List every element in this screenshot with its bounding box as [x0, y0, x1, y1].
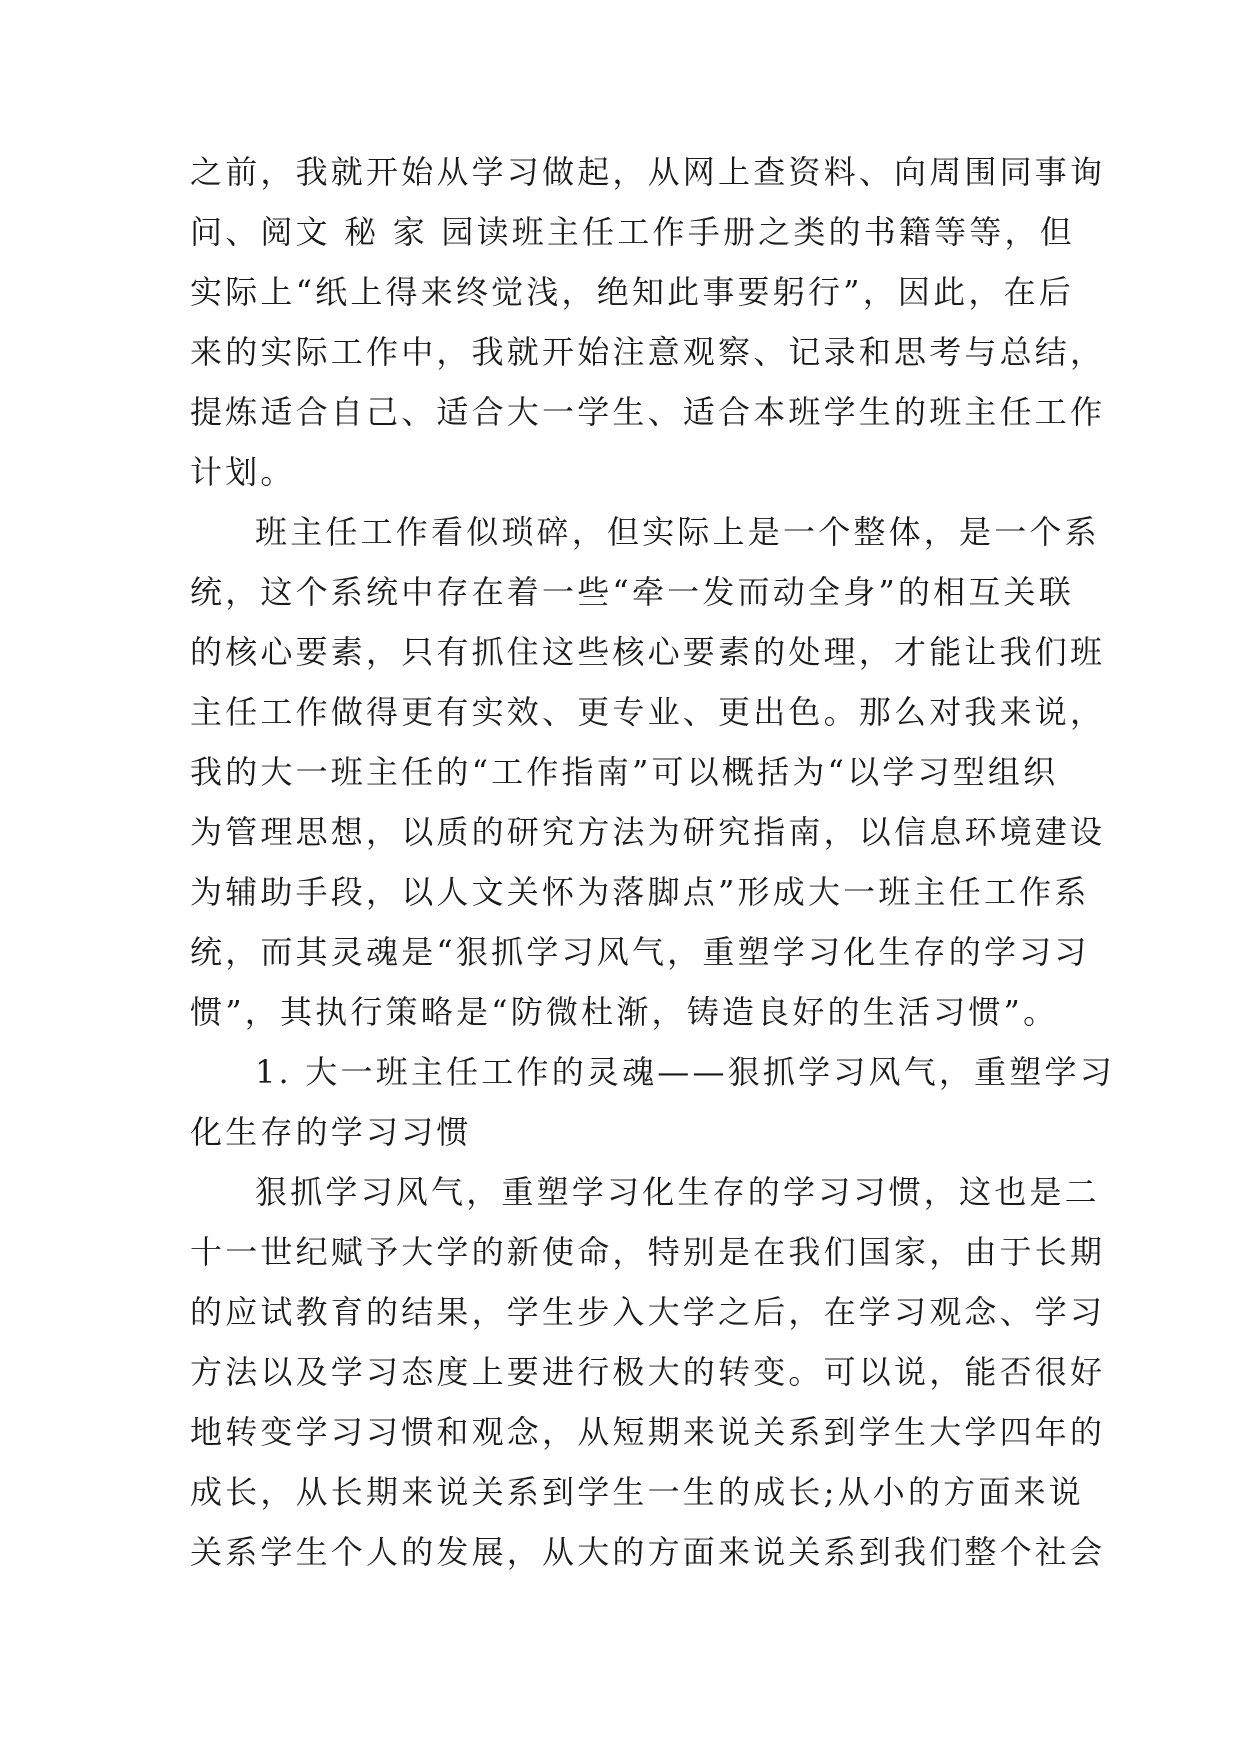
- text-line: 地转变学习习惯和观念，从短期来说关系到学生大学四年的: [190, 1413, 1106, 1451]
- text-line: 的应试教育的结果，学生步入大学之后，在学习观念、学习: [190, 1293, 1106, 1331]
- text-line: 统，这个系统中存在着一些“牵一发而动全身”的相互关联: [190, 573, 1074, 611]
- text-line: 关系学生个人的发展，从大的方面来说关系到我们整个社会: [190, 1533, 1106, 1571]
- text-line: 为管理思想，以质的研究方法为研究指南，以信息环境建设: [190, 813, 1106, 851]
- text-line: 来的实际工作中，我就开始注意观察、记录和思考与总结，: [190, 333, 1106, 371]
- text-line: 方法以及学习态度上要进行极大的转变。可以说，能否很好: [190, 1353, 1106, 1391]
- text-line: 实际上“纸上得来终觉浅，绝知此事要躬行”，因此，在后: [190, 273, 1074, 311]
- paragraph-first-line: 狠抓学习风气，重塑学习化生存的学习习惯，这也是二: [255, 1173, 1100, 1211]
- text-line: 之前，我就开始从学习做起，从网上查资料、向周围同事询: [190, 153, 1106, 191]
- text-line: 问、阅文 秘 家 园读班主任工作手册之类的书籍等等，但: [190, 213, 1075, 251]
- paragraph-first-line: 班主任工作看似琐碎，但实际上是一个整体，是一个系: [255, 513, 1100, 551]
- text-line: 主任工作做得更有实效、更专业、更出色。那么对我来说，: [190, 693, 1106, 731]
- text-line: 的核心要素，只有抓住这些核心要素的处理，才能让我们班: [190, 633, 1106, 671]
- text-line: 十一世纪赋予大学的新使命，特别是在我们国家，由于长期: [190, 1233, 1106, 1271]
- section-heading-line: 化生存的学习习惯: [190, 1113, 472, 1151]
- text-line: 统，而其灵魂是“狠抓学习风气，重塑学习化生存的学习习: [190, 933, 1090, 971]
- text-line: 成长，从长期来说关系到学生一生的成长;从小的方面来说: [190, 1473, 1084, 1511]
- text-line: 为辅助手段，以人文关怀为落脚点”形成大一班主任工作系: [190, 873, 1090, 911]
- text-line: 提炼适合自己、适合大一学生、适合本班学生的班主任工作: [190, 393, 1106, 431]
- text-line: 惯”，其执行策略是“防微杜渐，铸造良好的生活习惯”。: [190, 993, 1059, 1031]
- section-heading-line: 1. 大一班主任工作的灵魂——狠抓学习风气，重塑学习: [255, 1053, 1115, 1091]
- text-line: 我的大一班主任的“工作指南”可以概括为“以学习型组织: [190, 753, 1059, 791]
- text-line: 计划。: [190, 453, 296, 491]
